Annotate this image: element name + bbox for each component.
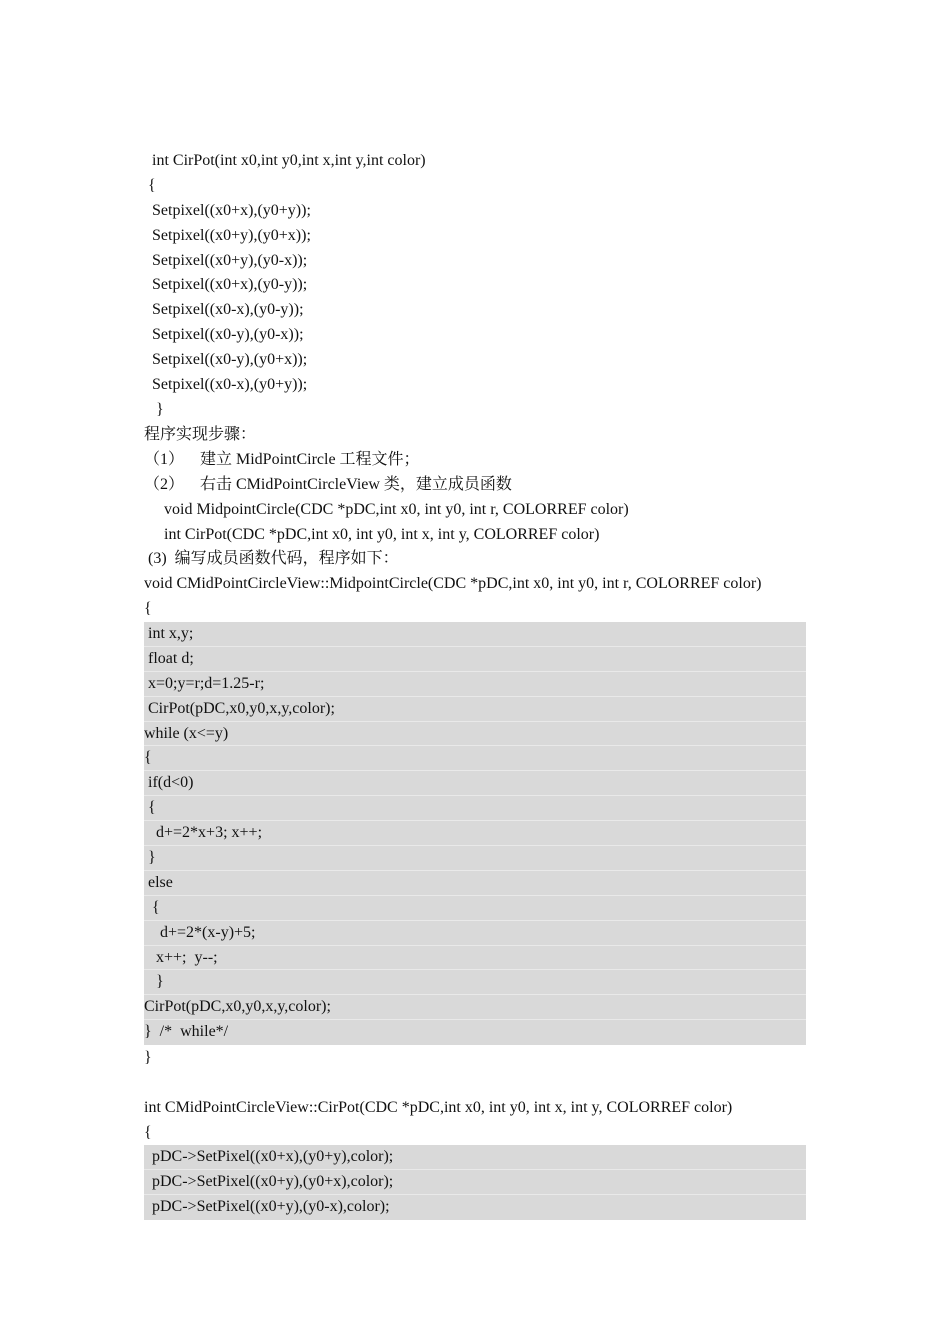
text-line xyxy=(144,1071,806,1096)
text-line: Setpixel((x0+y),(y0+x)); xyxy=(144,226,311,244)
text-line: } /* while*/ xyxy=(144,1020,806,1045)
text-line: int CMidPointCircleView::CirPot(CDC *pDC,int x0, int y0, int x, int y, COLORREF color) xyxy=(144,1098,733,1116)
text-line: d+=2*x+3; x++; xyxy=(144,821,806,846)
text-line: int CirPot(int x0,int y0,int x,int y,int color) xyxy=(144,152,426,169)
text-line: { xyxy=(144,746,806,771)
text-line: void MidpointCircle(CDC *pDC,int x0, int y0, int r, COLORREF color) xyxy=(144,500,629,518)
text-line: { xyxy=(144,1123,152,1141)
text-line: Setpixel((x0+y),(y0-x)); xyxy=(144,251,308,269)
text-line: x=0;y=r;d=1.25-r; xyxy=(144,672,806,697)
text-line: while (x<=y) xyxy=(144,722,806,747)
midpoint-circle-code-block xyxy=(144,622,806,1045)
text-line: （1） 建立 MidPointCircle 工程文件； xyxy=(144,450,420,468)
text-line: Setpixel((x0+x),(y0-y)); xyxy=(144,276,308,294)
text-line: } xyxy=(144,1049,152,1066)
text-line: Setpixel((x0-y),(y0+x)); xyxy=(144,351,308,369)
text-line: 程序实现步骤： xyxy=(144,426,257,443)
text-line: CirPot(pDC,x0,y0,x,y,color); xyxy=(144,697,806,722)
cirpot-code-block xyxy=(144,1145,806,1220)
text-line: float d; xyxy=(144,647,806,672)
text-line: CirPot(pDC,x0,y0,x,y,color); xyxy=(144,995,806,1020)
text-line: } xyxy=(144,970,806,995)
text-line: { xyxy=(144,896,806,921)
cirpot-pseudocode-block xyxy=(144,149,806,423)
text-line: } xyxy=(144,400,164,418)
text-line: Setpixel((x0-x),(y0-y)); xyxy=(144,301,304,319)
text-line: int CirPot(CDC *pDC,int x0, int y0, int x, int y, COLORREF color) xyxy=(144,525,600,543)
text-line: else xyxy=(144,871,806,896)
text-line: d+=2*(x-y)+5; xyxy=(144,921,806,946)
text-line: （2） 右击 CMidPointCircleView 类，建立成员函数 xyxy=(144,475,512,493)
text-line: Setpixel((x0+x),(y0+y)); xyxy=(144,201,311,219)
text-line: pDC->SetPixel((x0+x),(y0+y),color); xyxy=(144,1145,806,1170)
cirpot-signature-block xyxy=(144,1046,806,1146)
text-line: { xyxy=(144,176,156,194)
text-line: { xyxy=(144,600,152,618)
text-line: int x,y; xyxy=(144,622,806,647)
implementation-steps-block xyxy=(144,423,806,622)
text-line: pDC->SetPixel((x0+y),(y0-x),color); xyxy=(144,1195,806,1220)
text-line: Setpixel((x0-y),(y0-x)); xyxy=(144,326,304,344)
text-line: Setpixel((x0-x),(y0+y)); xyxy=(144,376,308,394)
text-line: } xyxy=(144,846,806,871)
text-line: x++; y--; xyxy=(144,946,806,971)
text-line: pDC->SetPixel((x0+y),(y0+x),color); xyxy=(144,1170,806,1195)
text-line: void CMidPointCircleView::MidpointCircle(CDC *pDC,int x0, int y0, int r, COLORREF color) xyxy=(144,575,762,593)
text-line: (3) 编写成员函数代码，程序如下： xyxy=(144,550,399,568)
text-line: if(d<0) xyxy=(144,771,806,796)
text-line: { xyxy=(144,796,806,821)
